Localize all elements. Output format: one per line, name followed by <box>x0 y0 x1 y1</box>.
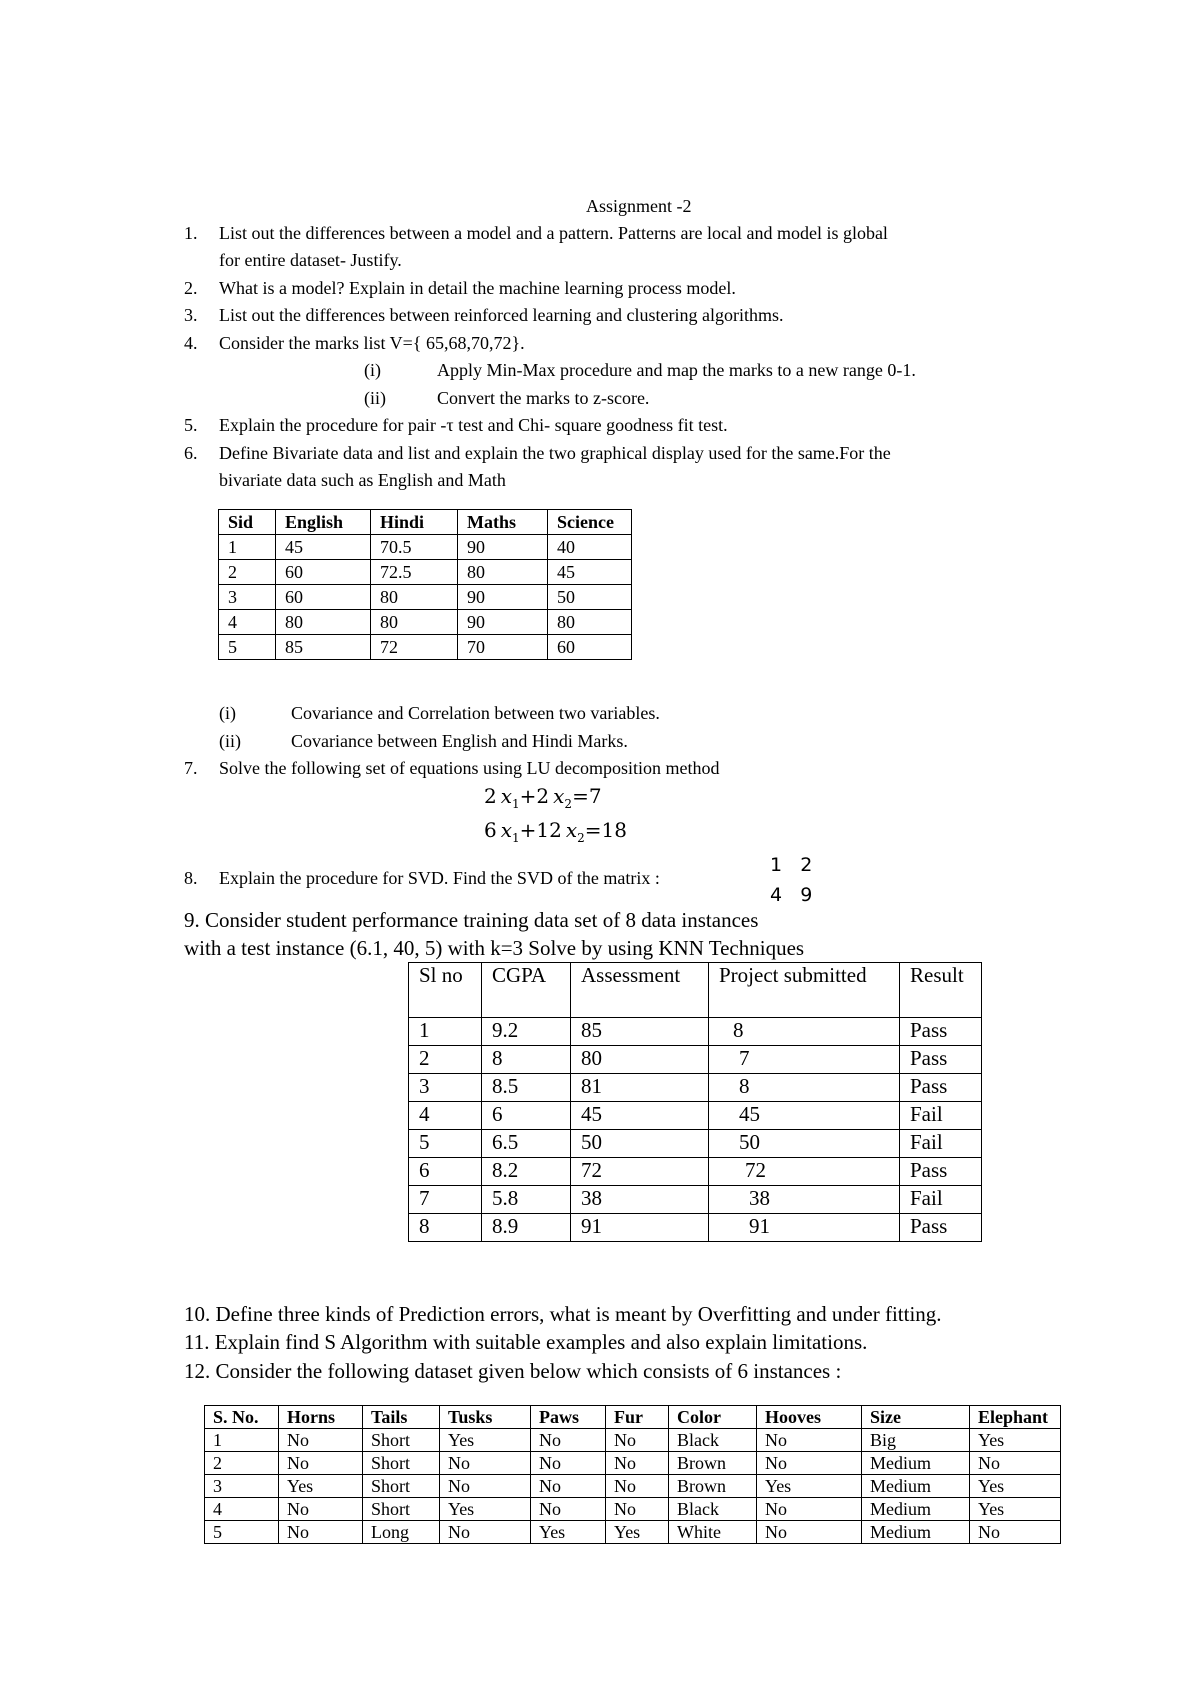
q4-sub1-text: Apply Min-Max procedure and map the marks to a new range 0-1. <box>437 360 916 380</box>
q3-number: 3. <box>184 305 198 325</box>
table-cell: 60 <box>276 585 371 610</box>
table-cell: 7 <box>409 1186 482 1214</box>
table-cell: Yes <box>970 1429 1061 1452</box>
table-cell: 90 <box>458 610 548 635</box>
q2-text: What is a model? Explain in detail the machine learning process model. <box>219 278 736 298</box>
table-cell: Pass <box>900 1074 982 1102</box>
table-cell: 8 <box>482 1046 571 1074</box>
table-cell: 70 <box>458 635 548 660</box>
table-cell: Big <box>862 1429 970 1452</box>
column-header: Horns <box>279 1406 363 1429</box>
q6-sub2-number: (ii) <box>219 731 241 751</box>
column-header: Tusks <box>440 1406 531 1429</box>
table-cell: No <box>279 1521 363 1544</box>
table-cell: 8.9 <box>482 1214 571 1242</box>
column-header: Sid <box>219 510 276 535</box>
table-cell: 6 <box>409 1158 482 1186</box>
table-cell: No <box>606 1498 669 1521</box>
table-row <box>219 610 632 635</box>
table-cell: 45 <box>571 1102 709 1130</box>
table-header-row <box>219 510 632 535</box>
table-row <box>409 1130 982 1158</box>
table-cell: 8.5 <box>482 1074 571 1102</box>
table-cell: 91 <box>709 1214 900 1242</box>
q10-text: 10. Define three kinds of Prediction errors, what is meant by Overfitting and under fitting. <box>184 1302 942 1326</box>
table-row <box>409 1074 982 1102</box>
table-cell: 90 <box>458 585 548 610</box>
table-cell: 1 <box>205 1429 279 1452</box>
table-cell: 5 <box>219 635 276 660</box>
q4-sub2-text: Convert the marks to z-score. <box>437 388 650 408</box>
table-row <box>409 1018 982 1046</box>
table-cell: 9.2 <box>482 1018 571 1046</box>
table-cell: 72 <box>571 1158 709 1186</box>
table-cell: Yes <box>531 1521 606 1544</box>
table-cell: No <box>279 1452 363 1475</box>
table-row <box>205 1498 1061 1521</box>
table-cell: 4 <box>409 1102 482 1130</box>
table-cell: Black <box>669 1429 757 1452</box>
table-cell: 3 <box>205 1475 279 1498</box>
table-row <box>219 535 632 560</box>
table-cell: No <box>531 1498 606 1521</box>
table-cell: Pass <box>900 1214 982 1242</box>
matrix-cell: 2 <box>800 854 813 876</box>
table-cell: 60 <box>276 560 371 585</box>
column-header: Assessment <box>571 963 709 1018</box>
table-row <box>205 1521 1061 1544</box>
table-cell: 45 <box>548 560 632 585</box>
column-header: Hooves <box>757 1406 862 1429</box>
column-header: Elephant <box>970 1406 1061 1429</box>
q4-sub1-number: (i) <box>364 360 381 380</box>
table-cell: Yes <box>970 1498 1061 1521</box>
q8-number: 8. <box>184 868 198 888</box>
table-cell: No <box>757 1429 862 1452</box>
column-header: CGPA <box>482 963 571 1018</box>
animal-dataset-table <box>204 1405 1061 1544</box>
table-cell: Yes <box>757 1475 862 1498</box>
table-row <box>219 560 632 585</box>
table-cell: Medium <box>862 1498 970 1521</box>
table-cell: No <box>440 1475 531 1498</box>
q8-text: Explain the procedure for SVD. Find the SVD of the matrix : <box>219 868 660 888</box>
table-cell: Short <box>363 1475 440 1498</box>
table-cell: Short <box>363 1452 440 1475</box>
q6-number: 6. <box>184 443 198 463</box>
column-header: Hindi <box>371 510 458 535</box>
table-cell: Pass <box>900 1018 982 1046</box>
q5-text: Explain the procedure for pair -τ test and Chi- square goodness fit test. <box>219 415 728 435</box>
table-cell: 80 <box>276 610 371 635</box>
column-header: English <box>276 510 371 535</box>
q9-text-line2: with a test instance (6.1, 40, 5) with k=3 Solve by using KNN Techniques <box>184 936 805 960</box>
table-cell: 38 <box>709 1186 900 1214</box>
table-cell: 3 <box>219 585 276 610</box>
table-cell: No <box>970 1521 1061 1544</box>
table-cell: No <box>606 1429 669 1452</box>
table-cell: Medium <box>862 1521 970 1544</box>
table-cell: No <box>440 1452 531 1475</box>
table-cell: Long <box>363 1521 440 1544</box>
table-cell: 85 <box>571 1018 709 1046</box>
table-cell: Yes <box>279 1475 363 1498</box>
column-header: Paws <box>531 1406 606 1429</box>
table-row <box>205 1452 1061 1475</box>
table-cell: 2 <box>205 1452 279 1475</box>
table-cell: Yes <box>440 1429 531 1452</box>
table-row <box>219 585 632 610</box>
student-performance-table <box>408 962 982 1242</box>
column-header: Color <box>669 1406 757 1429</box>
table-cell: No <box>440 1521 531 1544</box>
table-cell: 80 <box>458 560 548 585</box>
table-cell: Short <box>363 1498 440 1521</box>
column-header: S. No. <box>205 1406 279 1429</box>
table-cell: 7 <box>709 1046 900 1074</box>
q6-sub1-number: (i) <box>219 703 236 723</box>
svd-matrix <box>770 850 812 910</box>
table-cell: No <box>757 1521 862 1544</box>
table-cell: 5 <box>205 1521 279 1544</box>
q1-number: 1. <box>184 223 198 243</box>
table-cell: 91 <box>571 1214 709 1242</box>
q6-text-line2: bivariate data such as English and Math <box>219 470 506 490</box>
table-cell: 80 <box>371 585 458 610</box>
q2-number: 2. <box>184 278 198 298</box>
table-cell: 80 <box>571 1046 709 1074</box>
table-cell: No <box>757 1452 862 1475</box>
table-cell: 72 <box>371 635 458 660</box>
table-cell: No <box>531 1452 606 1475</box>
table-cell: No <box>606 1452 669 1475</box>
table-cell: No <box>531 1475 606 1498</box>
table-row <box>409 1186 982 1214</box>
q5-number: 5. <box>184 415 198 435</box>
table-cell: 3 <box>409 1074 482 1102</box>
q4-text: Consider the marks list V={ 65,68,70,72}. <box>219 333 525 353</box>
column-header: Science <box>548 510 632 535</box>
table-header-row <box>205 1406 1061 1429</box>
table-cell: Pass <box>900 1046 982 1074</box>
table-cell: No <box>970 1452 1061 1475</box>
table-cell: Fail <box>900 1186 982 1214</box>
table-cell: 5.8 <box>482 1186 571 1214</box>
table-cell: 50 <box>571 1130 709 1158</box>
table-row <box>409 1158 982 1186</box>
table-cell: Brown <box>669 1452 757 1475</box>
table-cell: Pass <box>900 1158 982 1186</box>
table-cell: Medium <box>862 1452 970 1475</box>
q7-number: 7. <box>184 758 198 778</box>
table-cell: No <box>757 1498 862 1521</box>
q12-text: 12. Consider the following dataset given below which consists of 6 instances : <box>184 1359 842 1383</box>
q6-sub1-text: Covariance and Correlation between two variables. <box>291 703 660 723</box>
table-cell: 8 <box>709 1018 900 1046</box>
table-header-row <box>409 963 982 1018</box>
table-cell: Yes <box>440 1498 531 1521</box>
table-cell: 2 <box>409 1046 482 1074</box>
table-cell: 45 <box>709 1102 900 1130</box>
table-cell: Medium <box>862 1475 970 1498</box>
q1-text-line1: List out the differences between a model and a pattern. Patterns are local and model is global <box>219 223 888 243</box>
column-header: Tails <box>363 1406 440 1429</box>
table-cell: White <box>669 1521 757 1544</box>
column-header: Size <box>862 1406 970 1429</box>
table-cell: No <box>531 1429 606 1452</box>
table-cell: Brown <box>669 1475 757 1498</box>
equation-1: 2 $x_1+2$ $x_2=7$ <box>484 784 602 811</box>
table-cell: Fail <box>900 1130 982 1158</box>
column-header: Fur <box>606 1406 669 1429</box>
table-cell: Black <box>669 1498 757 1521</box>
table-cell: 8 <box>409 1214 482 1242</box>
table-cell: 72 <box>709 1158 900 1186</box>
table-cell: 6 <box>482 1102 571 1130</box>
table-cell: 60 <box>548 635 632 660</box>
table-cell: 85 <box>276 635 371 660</box>
table-cell: 38 <box>571 1186 709 1214</box>
table-cell: 4 <box>205 1498 279 1521</box>
q3-text: List out the differences between reinforced learning and clustering algorithms. <box>219 305 784 325</box>
q1-text-line2: for entire dataset- Justify. <box>219 250 402 270</box>
column-header: Sl no <box>409 963 482 1018</box>
q6-text-line1: Define Bivariate data and list and explain the two graphical display used for the same.For the <box>219 443 891 463</box>
table-cell: 45 <box>276 535 371 560</box>
column-header: Maths <box>458 510 548 535</box>
matrix-cell: 4 <box>770 884 783 906</box>
q9-text-line1: 9. Consider student performance training data set of 8 data instances <box>184 908 759 932</box>
table-cell: Fail <box>900 1102 982 1130</box>
table-cell: 1 <box>219 535 276 560</box>
table-row <box>219 635 632 660</box>
column-header: Result <box>900 963 982 1018</box>
table-cell: 70.5 <box>371 535 458 560</box>
q6-sub2-text: Covariance between English and Hindi Marks. <box>291 731 628 751</box>
table-row <box>409 1046 982 1074</box>
table-cell: 80 <box>371 610 458 635</box>
table-cell: 5 <box>409 1130 482 1158</box>
q4-number: 4. <box>184 333 198 353</box>
q7-text: Solve the following set of equations using LU decomposition method <box>219 758 720 778</box>
q4-sub2-number: (ii) <box>364 388 386 408</box>
table-cell: No <box>606 1475 669 1498</box>
table-cell: 90 <box>458 535 548 560</box>
column-header: Project submitted <box>709 963 900 1018</box>
table-cell: 4 <box>219 610 276 635</box>
table-cell: Yes <box>970 1475 1061 1498</box>
table-cell: 1 <box>409 1018 482 1046</box>
table-cell: 81 <box>571 1074 709 1102</box>
table-row <box>205 1475 1061 1498</box>
table-row <box>409 1214 982 1242</box>
q11-text: 11. Explain find S Algorithm with suitable examples and also explain limitations. <box>184 1330 868 1354</box>
table-cell: 2 <box>219 560 276 585</box>
table-row <box>205 1429 1061 1452</box>
table-cell: 8 <box>709 1074 900 1102</box>
table-cell: 80 <box>548 610 632 635</box>
table-cell: 6.5 <box>482 1130 571 1158</box>
table-cell: 72.5 <box>371 560 458 585</box>
table-cell: No <box>279 1429 363 1452</box>
table-row <box>409 1102 982 1130</box>
table-cell: Yes <box>606 1521 669 1544</box>
table-cell: 50 <box>548 585 632 610</box>
table-cell: Short <box>363 1429 440 1452</box>
marks-table <box>218 509 632 660</box>
table-cell: 40 <box>548 535 632 560</box>
table-cell: No <box>279 1498 363 1521</box>
table-cell: 50 <box>709 1130 900 1158</box>
matrix-cell: 1 <box>770 854 783 876</box>
matrix-cell: 9 <box>800 884 813 906</box>
equation-2: 6 $x_1+12$ $x_2=18$ <box>484 818 628 845</box>
page-title: Assignment -2 <box>586 196 692 216</box>
table-cell: 8.2 <box>482 1158 571 1186</box>
